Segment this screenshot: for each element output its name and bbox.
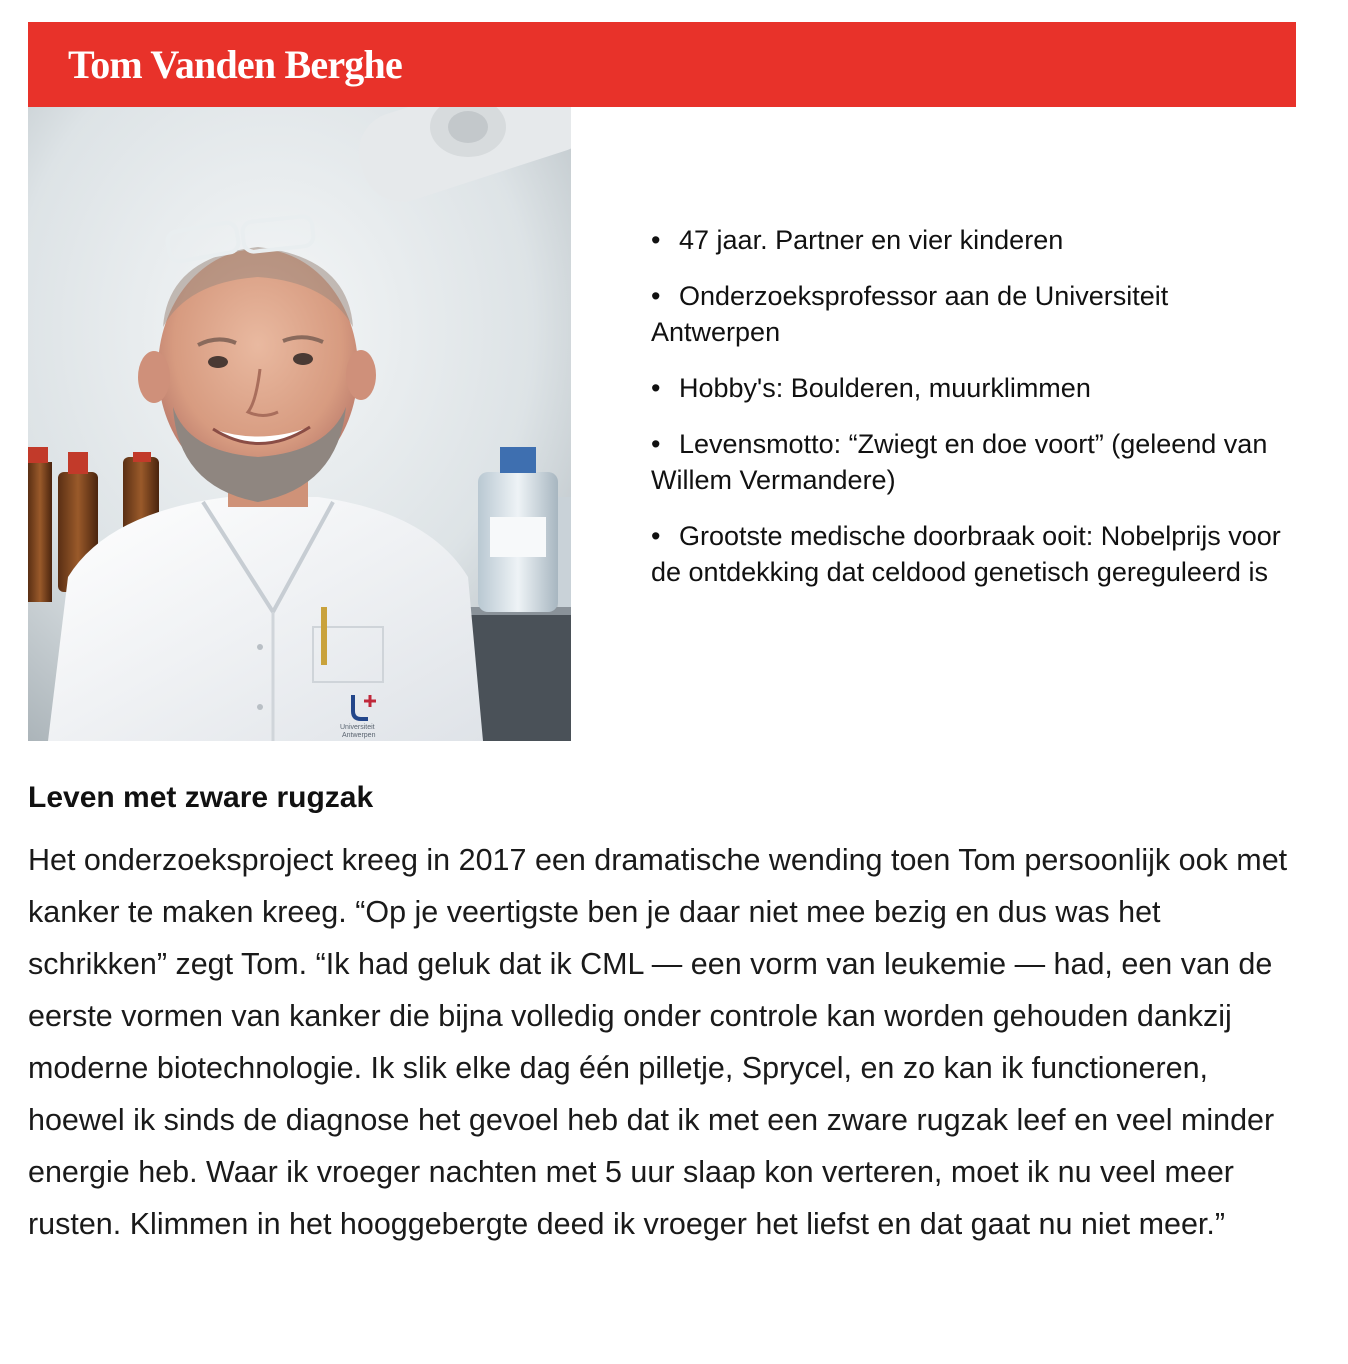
fact-text: Grootste medische doorbraak ooit: Nobelprijs voor de ontdekking dat celdood genetisch gereguleerd is — [651, 521, 1281, 587]
bullet: • — [651, 521, 661, 551]
fact-item — [651, 370, 1291, 406]
fact-item — [651, 278, 1291, 350]
fact-text: Levensmotto: “Zwiegt en doe voort” (geleend van Willem Vermandere) — [651, 429, 1268, 495]
logo-text-line2: Antwerpen — [342, 732, 376, 739]
fact-item — [651, 426, 1291, 498]
title-banner — [28, 22, 1296, 107]
article-body: Het onderzoeksproject kreeg in 2017 een dramatische wending toen Tom persoonlijk ook met kanker te maken kreeg. “Op je veertigste ben je daar niet mee bezig en dus was het schrikken” zegt Tom. “Ik had geluk dat ik CML — een vorm van leukemie — had, een van de eerste vormen van kanker die bijna volledig onder controle kan worden gehouden dankzij moderne biotechnologie. Ik slik elke dag één pilletje, Sprycel, en zo kan ik functioneren, hoewel ik sinds de diagnose het gevoel heb dat ik met een zware rugzak leef en veel minder energie heb. Waar ik vroeger nachten met 5 uur slaap kon verteren, moet ik nu veel meer rusten. Klimmen in het hooggebergte deed ik vroeger het liefst en dat gaat nu niet meer.” — [28, 843, 1288, 1241]
logo-text-line1: Universiteit — [340, 724, 375, 731]
fact-item — [651, 222, 1291, 258]
page-title: Tom Vanden Berghe — [68, 42, 402, 87]
bullet: • — [651, 429, 661, 459]
fact-text: Onderzoeksprofessor aan de Universiteit Antwerpen — [651, 281, 1169, 347]
fact-text: 47 jaar. Partner en vier kinderen — [679, 225, 1064, 255]
fact-item — [651, 518, 1291, 590]
bullet: • — [651, 225, 661, 255]
fact-text: Hobby's: Boulderen, muurklimmen — [679, 373, 1091, 403]
portrait-photo — [28, 107, 571, 741]
bullet: • — [651, 373, 661, 403]
fact-list — [651, 222, 1291, 610]
bullet: • — [651, 281, 661, 311]
section-heading: Leven met zware rugzak — [28, 781, 374, 814]
